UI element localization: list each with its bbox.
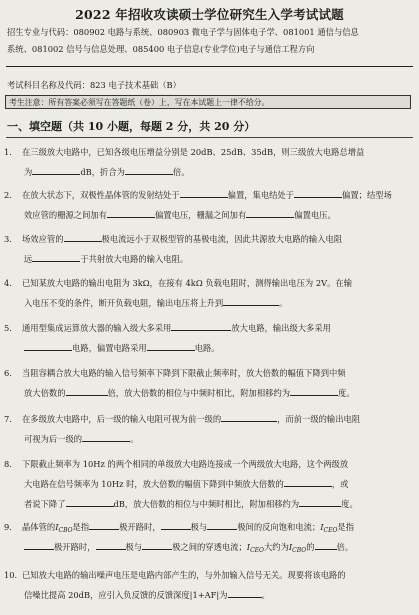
answer-blank [223, 294, 279, 306]
question-text: 极电流远小于双极型管的基极电流，因此共源放大电路的输入电阻 [101, 234, 343, 244]
question-text: 。 [130, 434, 139, 444]
question-text: 偏置；结型场 [342, 190, 392, 200]
question-text: 者说下降了 [24, 499, 66, 509]
answer-blank [299, 495, 341, 507]
question-text: 下限截止频率为 10Hz 的两个相同的单级放大电路连接成一个两级放大电路，这个两级放 [22, 459, 349, 469]
question-number: 1. [4, 147, 12, 157]
question-text: 度。 [338, 388, 355, 398]
question-text: 信噪比提高 20dB，应引入负反馈的反馈深度|1+AF|为 [24, 590, 228, 600]
answer-blank [246, 206, 294, 218]
exam-title: 2022 年招收攻读硕士学位研究生入学考试试题 [75, 7, 344, 22]
question-8 [4, 454, 411, 514]
question-text: 倍。 [336, 542, 354, 552]
question-text: 放大倍数的 [24, 388, 66, 398]
question-text: 电路。 [194, 343, 220, 353]
question-text: 已知放大电路的输出噪声电压是电路内部产生的，与外加输入信号无关。现要将该电路的 [22, 570, 346, 580]
answer-blank [290, 384, 338, 396]
question-text: 为 [24, 167, 33, 177]
question-text: 电路，偏置电路采用 [72, 343, 147, 353]
question-number: 7. [4, 414, 12, 424]
header-divider [6, 66, 413, 67]
question-6 [4, 363, 411, 403]
answer-blank [32, 163, 80, 175]
answer-blank [161, 518, 191, 530]
question-text: dB，折合为 [80, 167, 125, 177]
question-text: 在多级放大电路中，后一级的输入电阻可视为前一级的 [22, 414, 222, 424]
question-number: 5. [4, 323, 12, 333]
section-heading: 一、填空题（共 10 小题，每题 2 分，共 20 分） [7, 120, 256, 133]
answer-blank [180, 186, 228, 198]
question-4 [4, 273, 411, 313]
major-line-1: 招生专业与代码：080902 电路与系统、080903 微电子学与固体电子学、081001 通信与信息 [7, 27, 359, 37]
question-text: 放大电路，输出级大多采用 [231, 323, 331, 333]
subject-line: 考试科目名称及代码：823 电子技术基础（B） [7, 80, 181, 90]
question-text: 晶体管的 [22, 522, 56, 532]
question-text: 大约为 [263, 542, 289, 552]
notice-text: 考生注意：所有答案必须写在答题纸（卷）上，写在本试题上一律不给分。 [9, 98, 270, 107]
answer-blank [24, 538, 54, 550]
section-divider [6, 137, 413, 138]
question-number: 10. [4, 570, 18, 580]
answer-blank [125, 163, 173, 175]
symbol-icbo: $I_{CBO}$ [288, 542, 307, 554]
answer-blank [284, 475, 332, 487]
question-text: 的 [306, 542, 315, 552]
answer-blank [32, 250, 80, 262]
question-10 [4, 565, 411, 605]
answer-blank [107, 206, 155, 218]
question-text: 场效应管的 [22, 234, 64, 244]
answer-blank [147, 339, 195, 351]
exam-notice-box [5, 95, 411, 109]
question-7 [4, 409, 411, 449]
question-text: 极与 [125, 542, 143, 552]
question-9 [4, 517, 411, 557]
symbol-iceo: $I_{CEO}$ [320, 522, 338, 534]
question-text: dB，放大倍数的相位与中频时相比，附加相移约为 [113, 499, 300, 509]
answer-blank [221, 410, 277, 422]
question-text: ，或 [331, 479, 349, 489]
question-text: 。 [279, 298, 288, 308]
question-1 [4, 142, 411, 182]
question-text: 远 [24, 254, 33, 264]
question-number: 4. [4, 278, 12, 288]
question-text: 倍，放大倍数的相位与中频时相比，附加相移约为 [107, 388, 291, 398]
question-text: 已知某放大电路的输出电阻为 3kΩ，在接有 4kΩ 负载电阻时，测得输出电压为 2V。在输 [22, 278, 352, 288]
symbol-icbo: $I_{CBO}$ [55, 522, 73, 534]
question-text: 是指 [72, 522, 90, 532]
question-text: 效应管的栅源之间加有 [24, 210, 107, 220]
question-text: ，而前一级的输出电阻 [277, 414, 361, 424]
question-text: 入电压不变的条件，断开负载电阻，输出电压将上升到 [24, 298, 224, 308]
question-text: 是指 [337, 522, 354, 532]
question-text: 偏置电压。 [294, 210, 336, 220]
question-number: 3. [4, 234, 12, 244]
question-5 [4, 318, 411, 358]
question-text: 极开路时， [54, 542, 96, 552]
answer-blank [89, 518, 119, 530]
question-text: 在三级放大电路中，已知各级电压增益分别是 20dB、25dB、35dB，则三级放大电路总增益 [22, 147, 365, 157]
question-text: 于共射放大电路的输入电阻。 [80, 254, 189, 264]
question-number: 2. [4, 190, 12, 200]
question-text: 极与 [190, 522, 208, 532]
answer-blank [294, 186, 342, 198]
question-3 [4, 229, 411, 269]
answer-blank [315, 538, 337, 550]
answer-blank [24, 339, 72, 351]
question-text: 极之间的穿透电流； [172, 542, 247, 552]
answer-blank [171, 319, 231, 331]
major-line-2: 系统、081002 信号与信息处理、085400 电子信息(专业学位)电子与通信工程方向 [7, 44, 315, 54]
question-text: 通用型集成运算放大器的输入级大多采用 [22, 323, 172, 333]
question-text: 偏置电压，栅漏之间加有 [154, 210, 247, 220]
question-2 [4, 185, 411, 225]
question-text: 倍。 [172, 167, 190, 177]
question-text: 大电路在信号频率为 10Hz 时，放大倍数的幅值下降到中频放大倍数的 [24, 479, 284, 489]
question-text: 。 [261, 590, 270, 600]
answer-blank [228, 586, 262, 598]
question-text: 极间的反向饱和电流； [237, 522, 321, 532]
question-text: 在放大状态下，双极性晶体管的发射结处于 [22, 190, 180, 200]
question-number: 8. [4, 459, 12, 469]
question-text: 当阻容耦合放大电路的输入信号频率下降到下限截止频率时，放大倍数的幅值下降到中频 [22, 368, 346, 378]
question-text: 可视为后一级的 [24, 434, 83, 444]
answer-blank [64, 230, 102, 242]
question-text: 偏置，集电结处于 [227, 190, 295, 200]
question-number: 9. [4, 522, 12, 532]
question-text: 度。 [341, 499, 358, 509]
symbol-iceo: $I_{CEO}$ [246, 542, 264, 554]
answer-blank [142, 538, 172, 550]
answer-blank [66, 495, 114, 507]
question-number: 6. [4, 368, 12, 378]
question-text: 极开路时， [119, 522, 161, 532]
answer-blank [96, 538, 126, 550]
answer-blank [82, 430, 130, 442]
answer-blank [66, 384, 108, 396]
answer-blank [207, 518, 237, 530]
